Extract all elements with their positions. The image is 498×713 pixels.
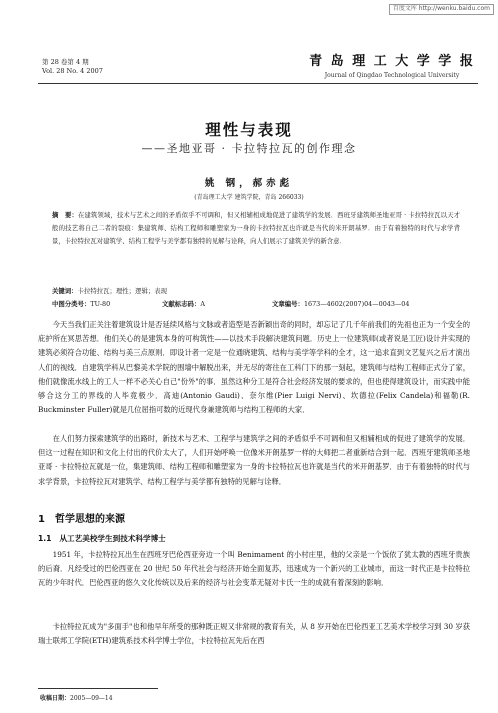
subsection-number: 1.1 bbox=[38, 534, 52, 543]
abstract bbox=[52, 209, 460, 248]
subsection-title: 从工艺美校学生到技术科学博士 bbox=[59, 534, 166, 543]
article-no-label: 文章编号： bbox=[272, 300, 304, 308]
body-paragraph-3: 1951 年，卡拉特拉瓦出生在西班牙巴伦西亚旁边一个叫 Benimament 的小村庄里，他的父亲是一个饭依了犹太教的西班牙贵族的后裔．凡经受过的巴伦西亚在 20 世纪 50 年代社会与经济开始全面复苏，迅速成为一个新兴的工业城市，而这一时代正是卡拉特拉瓦的少年时代．巴伦西亚的悠久文化传统以及后来的经济与社会变革无疑对卡氏一生的成就有着深刻的影响． bbox=[38, 550, 470, 588]
clc-label: 中图分类号： bbox=[52, 300, 91, 308]
volume-en: Vol. 28 No. 4 2007 bbox=[42, 66, 103, 75]
body-paragraph-1: 今天当我们正关注着建筑设计是否延续风格与文脉或者造型是否新颖出奇的同时，却忘记了几千年前我们的先祖也正为一个安全的庇护所在冥思苦想．他们关心的是建筑本身的可构筑性——以技术手段解决建筑问题．历史上一位建筑师(或者说是工匠)设计并实现的建筑必须符合功能、结构与美三点原则．即设计者一定是一位通晓建筑、结构与美学等学科的全才，这一追求直到文艺复兴之后才演出人们的视线．自建筑学科从巴黎美术学院的围墙中解脱出来，并无尽的寄往在工科门下的那一刻起，建筑师与结构工程师正式分了家，他们就像流水线上的工人一样不必关心自己"份外"的事．虽然这种分工是符合社会经济发展的要求的，但也使得建筑设计，而实践中能够合这分工的界线的人毕竟极少．高迪(Antonio Gaudi)、奈尔维(Pier Luigi Nervi)、坎德拉(Felix Candela)和福勒(R. Buckminster Fuller)就是几位屈指可数的近现代身兼建筑师与结构工程师的大家． bbox=[38, 320, 470, 415]
keywords-text: 卡拉特拉瓦；理性；逻辑；表现 bbox=[77, 287, 168, 295]
section-title: 哲学思想的来源 bbox=[54, 514, 125, 525]
volume-info bbox=[42, 58, 103, 76]
section-heading-1 bbox=[38, 510, 125, 525]
section-number: 1 bbox=[38, 514, 45, 525]
journal-title-cn: 青 岛 理 工 大 学 学 报 bbox=[309, 54, 475, 69]
clc-value: TU-80 bbox=[90, 300, 111, 308]
article-title: 理性与表现 bbox=[205, 121, 293, 139]
author-affiliation: (青岛理工大学 建筑学院，青岛 266033) bbox=[194, 194, 304, 201]
body-paragraph-4: 卡拉特拉瓦成为"多面手"也和他早年所受的那种既正规又非常规的教育有关，从 8 岁开始在巴伦西亚工艺美术学校学习到 30 岁获瑞士联邦工学院(ETH)建筑系技术科学博士学位，卡拉特拉瓦先后在西 bbox=[38, 622, 470, 646]
article-no-value: 1673—4602(2007)04—0043—04 bbox=[303, 300, 410, 308]
abstract-label: 摘 要： bbox=[52, 211, 78, 219]
abstract-text: 在建筑领域，技术与艺术之间的矛盾似乎不可调和，但又相辅相成地促进了建筑学的发展．西班牙建筑师圣地亚哥 · 卡拉特拉瓦以天才般的技艺将自己二者的裂痕：集建筑师、结构工程师和雕塑家为一身的卡拉特拉瓦也许就是当代的米开朗基罗．由于有着独特的时代与求学背景，卡拉特拉瓦对建筑学、结构工程学与美学都有独特的见解与诠释，向人们展示了建筑美学的新含意． bbox=[52, 211, 461, 246]
body-paragraph-2: 在人们努力探索建筑学的出路时，新技术与艺术、工程学与建筑学之间的矛盾似乎不可调和但又相辅相成的促进了建筑学的发展．但这一过程在知识和文化上付出的代价太大了，人们开始呼唤一位像米开朗基罗一样的大师把二者重新结合到一起．西班牙建筑师圣地亚哥 · 卡拉特拉瓦就是一位，集建筑师、结构工程师和雕塑家为一身的卡拉特拉瓦也许就是当代的米开朗基罗．由于有着独特的时代与求学背景，卡拉特拉瓦对建筑学、结构工程学与美学都有独特的见解与诠释． bbox=[38, 434, 470, 486]
header-divider bbox=[38, 83, 478, 84]
received-label: 收稿日期： bbox=[40, 695, 71, 702]
keywords-label: 关键词： bbox=[52, 287, 78, 295]
article-subtitle: ——圣地亚哥 · 卡拉特拉瓦的创作理念 bbox=[141, 142, 357, 155]
watermark-stamp: 百度文库 http://wenku.baidu.com bbox=[389, 4, 494, 15]
subsection-heading-1-1 bbox=[38, 533, 166, 544]
received-date-footnote bbox=[40, 693, 113, 702]
article-authors: 姚 钢，郝赤彪 bbox=[204, 178, 294, 189]
journal-title-en: Journal of Qingdao Technological University bbox=[324, 72, 460, 79]
keywords bbox=[52, 286, 460, 295]
volume-cn: 第 28 卷第 4 期 bbox=[42, 58, 89, 66]
classification-line bbox=[52, 299, 460, 308]
footnote-divider bbox=[38, 688, 158, 689]
doc-code-value: A bbox=[200, 300, 205, 308]
received-date: 2005—09—14 bbox=[70, 695, 113, 702]
journal-header bbox=[306, 50, 478, 79]
doc-code-label: 文献标志码： bbox=[162, 300, 201, 308]
